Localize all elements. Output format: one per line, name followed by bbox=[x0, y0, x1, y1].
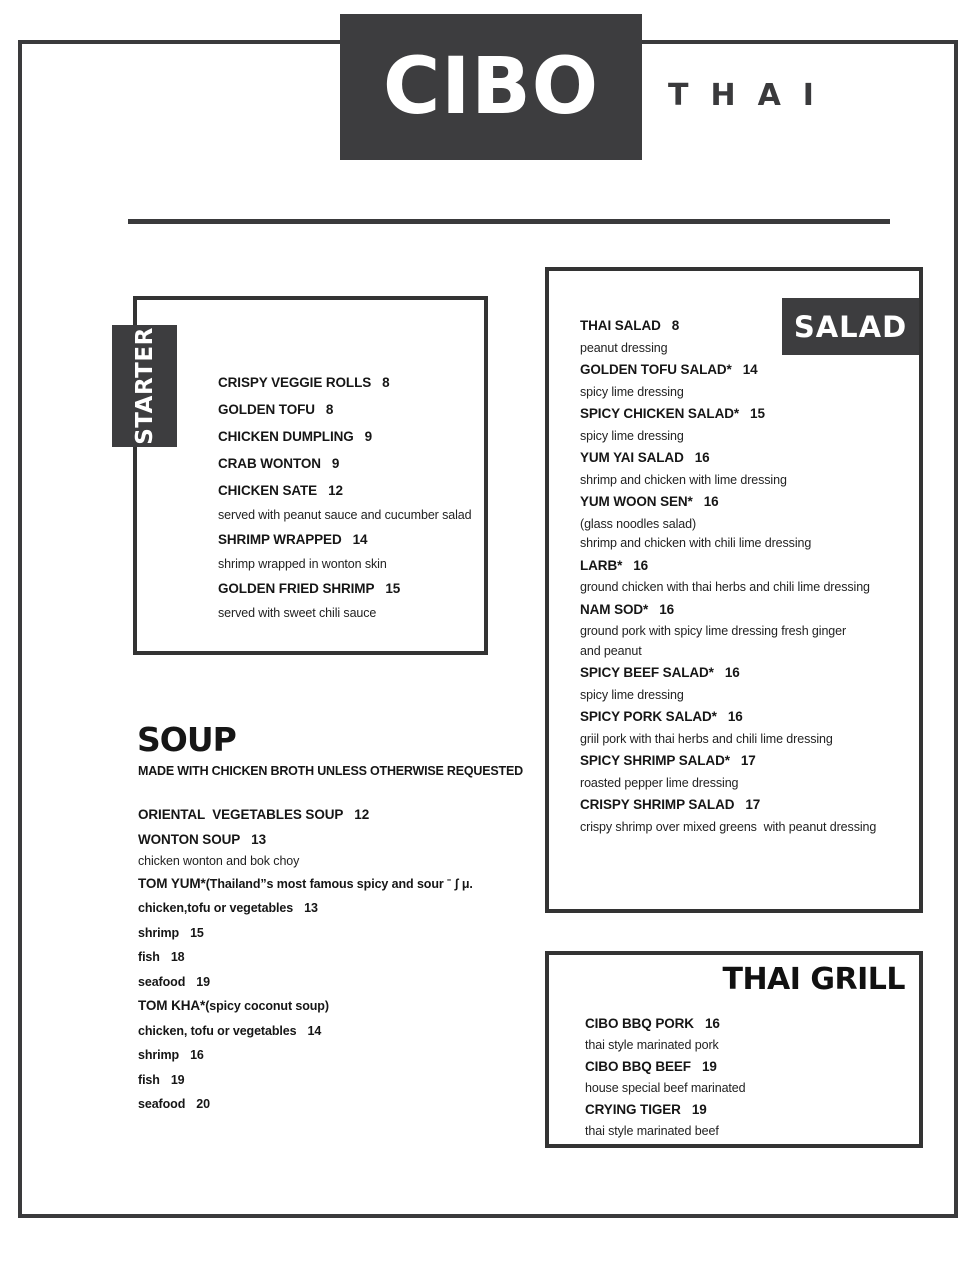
menu-item-name: NAM SOD* bbox=[580, 601, 649, 617]
menu-item-price: 14 bbox=[742, 362, 758, 377]
menu-item-row bbox=[580, 449, 918, 467]
menu-item-row bbox=[138, 806, 528, 824]
menu-item-row bbox=[580, 601, 918, 619]
menu-variant-row bbox=[138, 948, 528, 966]
menu-item-description: house special beef marinated bbox=[585, 1081, 746, 1095]
starter-section-label bbox=[112, 325, 177, 447]
menu-item-row bbox=[580, 317, 918, 335]
menu-item-price: 16 bbox=[727, 709, 743, 724]
menu-item-price: 9 bbox=[331, 456, 340, 471]
menu-item-description: shrimp and chicken with chili lime dressing bbox=[580, 536, 812, 550]
menu-desc-row bbox=[585, 1125, 910, 1138]
menu-desc-row bbox=[218, 558, 480, 571]
menu-desc-row bbox=[580, 777, 918, 790]
menu-item-row bbox=[580, 796, 918, 814]
menu-desc-row bbox=[138, 855, 528, 868]
brand-logo-text: CIBO bbox=[382, 42, 600, 132]
menu-item-price: 19 bbox=[170, 1072, 185, 1087]
brand-logo-box bbox=[340, 14, 642, 160]
menu-item-price: 8 bbox=[325, 402, 334, 417]
menu-item-row bbox=[585, 1015, 910, 1033]
salad-items-list bbox=[580, 317, 918, 840]
menu-item-name: SPICY PORK SALAD* bbox=[580, 709, 717, 724]
menu-desc-row bbox=[580, 645, 918, 658]
menu-variant-row bbox=[138, 1095, 528, 1113]
menu-item-price: 12 bbox=[328, 483, 343, 498]
menu-item-description: served with sweet chili sauce bbox=[218, 606, 377, 620]
menu-item-description: chicken wonton and bok choy bbox=[138, 854, 300, 868]
menu-item-price: 16 bbox=[703, 494, 719, 509]
soup-section-title: SOUP bbox=[137, 720, 236, 759]
menu-item-row bbox=[580, 752, 918, 770]
menu-item-name: GOLDEN FRIED SHRIMP bbox=[218, 581, 375, 596]
menu-desc-row bbox=[580, 474, 918, 487]
menu-item-price: 8 bbox=[382, 375, 390, 390]
menu-desc-row bbox=[580, 689, 918, 702]
menu-desc-row bbox=[580, 386, 918, 399]
menu-item-price: 17 bbox=[740, 753, 756, 768]
menu-item-price: 19 bbox=[691, 1102, 707, 1117]
menu-item-name: SPICY CHICKEN SALAD* bbox=[580, 406, 740, 421]
menu-desc-row bbox=[580, 581, 918, 594]
menu-item-note: (spicy coconut soup) bbox=[205, 999, 329, 1013]
menu-variant-row bbox=[138, 899, 528, 917]
menu-item-name: CRISPY VEGGIE ROLLS bbox=[218, 375, 372, 390]
menu-item-name: CRISPY SHRIMP SALAD bbox=[580, 797, 735, 812]
menu-item-row bbox=[580, 664, 918, 682]
menu-item-name: CHICKEN DUMPLING bbox=[218, 429, 354, 444]
menu-item-row bbox=[218, 531, 480, 549]
menu-item-name: ORIENTAL VEGETABLES SOUP bbox=[138, 807, 344, 822]
soup-section-subtitle: MADE WITH CHICKEN BROTH UNLESS OTHERWISE REQUESTED bbox=[138, 764, 523, 778]
menu-item-description: griil pork with thai herbs and chili lime dressing bbox=[580, 731, 833, 746]
menu-item-name: CRAB WONTON bbox=[218, 456, 321, 471]
starter-label-text: STARTER bbox=[131, 327, 158, 445]
menu-item-name: SPICY SHRIMP SALAD* bbox=[580, 753, 730, 768]
menu-item-price: 15 bbox=[190, 925, 204, 940]
menu-item-description: spicy lime dressing bbox=[580, 384, 684, 399]
menu-item-description: roasted pepper lime dressing bbox=[580, 775, 739, 790]
menu-item-row bbox=[218, 428, 480, 446]
menu-item-price: 13 bbox=[304, 901, 318, 915]
menu-variant-row bbox=[138, 1046, 528, 1064]
menu-item-name: shrimp bbox=[138, 1048, 180, 1062]
menu-item-description: peanut dressing bbox=[580, 340, 668, 355]
menu-desc-row bbox=[580, 518, 918, 531]
menu-item-name: YUM WOON SEN* bbox=[580, 494, 693, 509]
menu-item-name: GOLDEN TOFU bbox=[218, 402, 315, 417]
menu-desc-row bbox=[585, 1082, 910, 1095]
menu-item-description: (glass noodles salad) bbox=[580, 516, 697, 531]
menu-item-price: 9 bbox=[364, 429, 373, 444]
menu-item-price: 16 bbox=[724, 665, 740, 680]
menu-desc-row bbox=[580, 625, 918, 638]
menu-item-price: 16 bbox=[704, 1016, 720, 1031]
menu-item-description: thai style marinated pork bbox=[585, 1038, 719, 1052]
menu-variant-row bbox=[138, 1071, 528, 1089]
menu-item-name: SHRIMP WRAPPED bbox=[218, 532, 342, 547]
salad-label-text: SALAD bbox=[793, 309, 908, 344]
menu-item-row bbox=[580, 557, 918, 575]
menu-item-name: CIBO BBQ BEEF bbox=[585, 1059, 691, 1074]
starter-items-list bbox=[218, 374, 480, 629]
menu-item-name: YUM YAI SALAD bbox=[580, 450, 684, 465]
header-divider bbox=[128, 219, 890, 224]
menu-item-name: CHICKEN SATE bbox=[218, 483, 318, 498]
menu-item-price: 17 bbox=[745, 797, 761, 812]
menu-item-name: chicken, tofu or vegetables bbox=[138, 1023, 297, 1038]
menu-variant-row bbox=[138, 973, 528, 991]
menu-item-price: 16 bbox=[694, 450, 710, 465]
menu-item-description: crispy shrimp over mixed greens with peanut dressing bbox=[580, 819, 877, 834]
menu-item-price: 14 bbox=[352, 532, 368, 547]
menu-item-description: thai style marinated beef bbox=[585, 1124, 719, 1138]
menu-item-description: ground pork with spicy lime dressing fresh ginger bbox=[580, 624, 847, 638]
thai-grill-items-list bbox=[585, 1015, 910, 1144]
menu-variant-row bbox=[138, 924, 528, 942]
menu-item-name: seafood bbox=[138, 1097, 186, 1111]
menu-item-note: (Thailand”s most famous spicy and sour ˉ ʃ μ. bbox=[205, 876, 473, 891]
menu-desc-row bbox=[218, 607, 480, 620]
menu-item-name: LARB* bbox=[580, 557, 623, 573]
menu-item-name: SPICY BEEF SALAD* bbox=[580, 665, 714, 680]
menu-desc-row bbox=[585, 1039, 910, 1052]
menu-item-price: 16 bbox=[633, 557, 649, 573]
menu-item-name: TOM KHA* bbox=[138, 998, 206, 1013]
menu-item-price: 13 bbox=[251, 831, 266, 847]
menu-item-price: 15 bbox=[385, 581, 401, 596]
menu-desc-row bbox=[580, 537, 918, 550]
menu-item-row bbox=[580, 405, 918, 423]
menu-desc-row bbox=[580, 342, 918, 355]
menu-item-row bbox=[138, 875, 528, 893]
brand-suffix-text: THAI bbox=[668, 78, 836, 113]
menu-item-description: spicy lime dressing bbox=[580, 428, 684, 443]
menu-item-description: served with peanut sauce and cucumber salad bbox=[218, 508, 472, 522]
thai-grill-section-title: THAI GRILL bbox=[722, 962, 905, 997]
menu-item-name: chicken,tofu or vegetables bbox=[138, 901, 294, 915]
menu-variant-row bbox=[138, 1022, 528, 1040]
menu-item-description: shrimp and chicken with lime dressing bbox=[580, 472, 787, 487]
menu-item-price: 18 bbox=[170, 950, 185, 964]
menu-item-price: 19 bbox=[196, 974, 210, 989]
menu-item-row bbox=[580, 493, 918, 511]
menu-item-name: CIBO BBQ PORK bbox=[585, 1016, 694, 1031]
soup-items-list bbox=[138, 806, 528, 1120]
menu-desc-row bbox=[580, 821, 918, 834]
menu-item-row bbox=[218, 401, 480, 419]
menu-item-price: 16 bbox=[659, 601, 675, 617]
menu-item-row bbox=[218, 482, 480, 500]
menu-item-row bbox=[585, 1101, 910, 1119]
menu-item-price: 19 bbox=[701, 1059, 717, 1074]
menu-item-price: 12 bbox=[354, 807, 370, 822]
menu-desc-row bbox=[580, 733, 918, 746]
menu-item-price: 16 bbox=[190, 1048, 204, 1062]
menu-item-row bbox=[585, 1058, 910, 1076]
menu-item-row bbox=[580, 361, 918, 379]
menu-item-price: 20 bbox=[196, 1097, 210, 1111]
menu-item-price: 14 bbox=[307, 1023, 322, 1038]
menu-item-row bbox=[138, 831, 528, 849]
menu-desc-row bbox=[580, 430, 918, 443]
menu-item-name: THAI SALAD bbox=[580, 318, 661, 333]
menu-item-name: CRYING TIGER bbox=[585, 1102, 681, 1117]
menu-desc-row bbox=[218, 509, 480, 522]
menu-item-row bbox=[138, 997, 528, 1015]
menu-item-name: seafood bbox=[138, 974, 186, 989]
menu-item-description: ground chicken with thai herbs and chili lime dressing bbox=[580, 580, 870, 594]
menu-item-name: fish bbox=[138, 950, 160, 964]
menu-item-row bbox=[218, 455, 480, 473]
menu-item-name: TOM YUM* bbox=[138, 875, 206, 891]
menu-item-name: shrimp bbox=[138, 925, 180, 940]
menu-item-price: 15 bbox=[750, 406, 765, 421]
menu-item-row bbox=[218, 580, 480, 598]
menu-item-name: GOLDEN TOFU SALAD* bbox=[580, 362, 732, 377]
menu-item-name: WONTON SOUP bbox=[138, 831, 241, 847]
menu-item-row bbox=[218, 374, 480, 392]
menu-item-row bbox=[580, 708, 918, 726]
menu-item-description: shrimp wrapped in wonton skin bbox=[218, 557, 387, 571]
menu-item-price: 8 bbox=[671, 318, 680, 333]
menu-item-name: fish bbox=[138, 1072, 160, 1087]
menu-item-description: spicy lime dressing bbox=[580, 687, 684, 702]
menu-item-description: and peanut bbox=[580, 643, 642, 658]
